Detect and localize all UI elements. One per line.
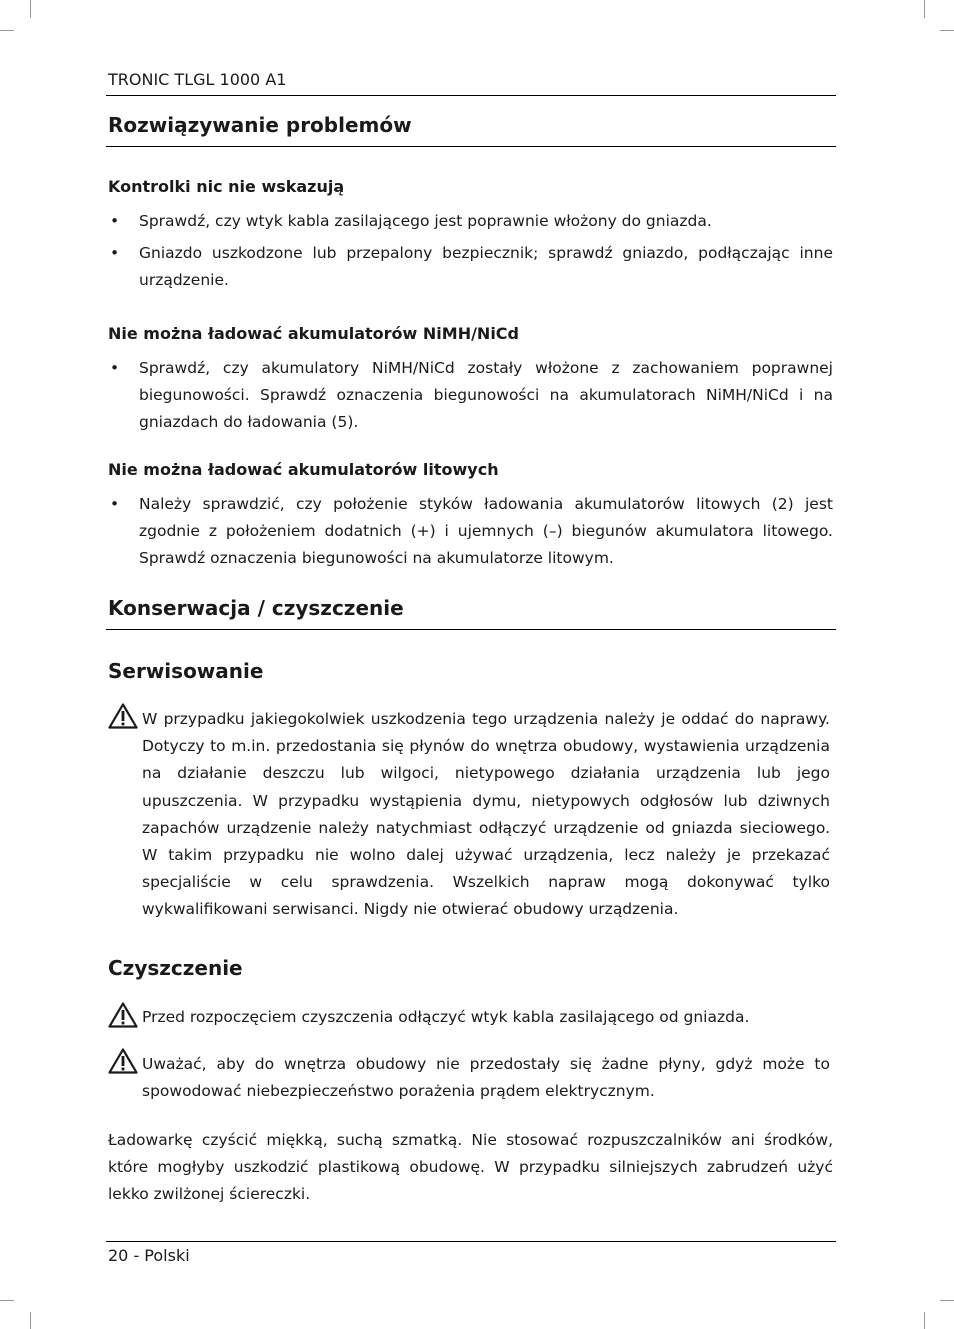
warning-text: Uważać, aby do wnętrza obudowy nie przedostały się żadne płyny, gdyż może to spowodować niebezpieczeństwo porażenia prądem elektrycznym. xyxy=(142,1055,830,1101)
crop-mark xyxy=(30,1312,31,1329)
page-number: 20 - Polski xyxy=(108,1246,190,1265)
header-divider xyxy=(106,95,836,96)
list-item: Sprawdź, czy akumulatory NiMH/NiCd zostały włożone z zachowaniem poprawnej biegunowości. Sprawdź oznaczenia biegunowości na akumulatorach NiMH/NiCd i na gniazdach do ładowania (5). xyxy=(139,359,833,432)
section-title-cleaning: Czyszczenie xyxy=(108,956,243,980)
footer-divider xyxy=(106,1241,836,1242)
bullet-dot-icon: • xyxy=(110,359,120,377)
list-item: Należy sprawdzić, czy położenie styków ładowania akumulatorów litowych (2) jest zgodnie z położeniem dodatnich (+) i ujemnych (–) biegunów akumulatora litowego. Sprawdź oznaczenia biegunowości na akumulatorze litowym. xyxy=(139,495,833,568)
list-item: Sprawdź, czy wtyk kabla zasilającego jest poprawnie włożony do gniazda. xyxy=(139,212,712,230)
warning-triangle-icon xyxy=(108,703,138,729)
crop-mark xyxy=(940,1300,954,1301)
bullet-dot-icon: • xyxy=(110,244,120,262)
warning-text: W przypadku jakiegokolwiek uszkodzenia tego urządzenia należy je oddać do naprawy. Dotyczy to m.in. przedostania się płynów do wnętrza obudowy, wystawienia urządzenia na działanie deszczu lub wilgoci, nietypowego działania urządzenia lub jego upuszczenia. W przypadku wystąpienia dymu, nietypowych odgłosów lub dziwnych zapachów urządzenie należy natychmiast odłączyć urządzenie od gniazda sieciowego. W takim przypadku nie wolno dalej używać urządzenia, lecz należy je przekazać specjaliście w celu sprawdzenia. Wszelkich napraw mogą dokonywać tylko wykwalifikowani serwisanci. Nigdy nie otwierać obudowy urządzenia. xyxy=(142,710,830,919)
warning-text: Przed rozpoczęciem czyszczenia odłączyć wtyk kabla zasilającego od gniazda. xyxy=(142,1008,750,1026)
subsection-title: Kontrolki nic nie wskazują xyxy=(108,177,345,196)
crop-mark xyxy=(0,30,14,31)
subsection-title: Nie można ładować akumulatorów NiMH/NiCd xyxy=(108,324,519,343)
section-divider xyxy=(106,629,836,630)
section-title-troubleshooting: Rozwiązywanie problemów xyxy=(108,113,412,137)
bullet-dot-icon: • xyxy=(110,212,120,230)
crop-mark xyxy=(0,1300,14,1301)
crop-mark xyxy=(940,30,954,31)
warning-triangle-icon xyxy=(108,1048,138,1074)
list-item: Gniazdo uszkodzone lub przepalony bezpiecznik; sprawdź gniazdo, podłączając inne urządzenie. xyxy=(139,244,833,290)
crop-mark xyxy=(924,1312,925,1329)
crop-mark xyxy=(924,0,925,18)
bullet-dot-icon: • xyxy=(110,495,120,513)
warning-triangle-icon xyxy=(108,1002,138,1028)
section-divider xyxy=(106,146,836,147)
subsection-title: Nie można ładować akumulatorów litowych xyxy=(108,460,499,479)
section-title-maintenance: Konserwacja / czyszczenie xyxy=(108,596,404,620)
body-paragraph: Ładowarkę czyścić miękką, suchą szmatką. Nie stosować rozpuszczalników ani środków, które mogłyby uszkodzić plastikową obudowę. W przypadku silniejszych zabrudzeń użyć lekko zwilżonej ściereczki. xyxy=(108,1131,833,1204)
section-title-service: Serwisowanie xyxy=(108,659,264,683)
document-header: TRONIC TLGL 1000 A1 xyxy=(108,70,287,89)
crop-mark xyxy=(30,0,31,18)
